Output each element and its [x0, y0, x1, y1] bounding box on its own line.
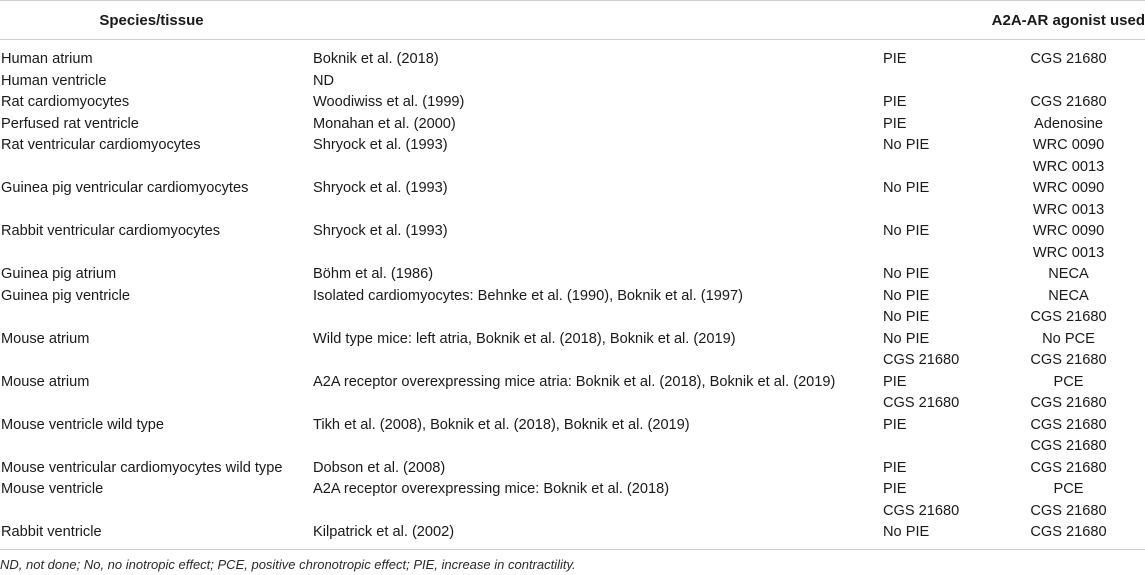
cell-reference: Shryock et al. (1993)	[313, 180, 448, 196]
cell-reference: Böhm et al. (1986)	[313, 266, 434, 282]
table-header	[0, 1, 1145, 40]
table-row	[0, 458, 1145, 480]
cell-effect	[882, 71, 984, 93]
table-footnote: ND, not done; No, no inotropic effect; PCE, positive chronotropic effect; PIE, increase in contractility.	[0, 557, 576, 572]
cell-species-tissue: Mouse ventricle wild type	[1, 416, 165, 433]
cell-agonist: NECA	[1048, 266, 1089, 282]
cell-agonist: CGS 21680	[1030, 416, 1107, 433]
table-row	[0, 393, 1145, 415]
cell-species-tissue: Guinea pig ventricular cardiomyocytes	[1, 180, 249, 196]
table-row	[0, 479, 1145, 501]
cell-species-tissue	[0, 350, 303, 372]
header-effect	[882, 1, 984, 40]
cell-agonist: CGS 21680	[1030, 51, 1107, 67]
cell-species-tissue	[0, 393, 303, 415]
cell-species-tissue	[0, 436, 303, 458]
cell-reference	[303, 393, 882, 415]
cell-reference: Wild type mice: left atria, Boknik et al. (2018), Boknik et al. (2019)	[313, 330, 736, 347]
cell-agonist: PCE	[1053, 481, 1084, 497]
cell-species-tissue: Mouse ventricular cardiomyocytes wild type	[1, 459, 283, 476]
cell-species-tissue: Guinea pig ventricle	[1, 287, 130, 304]
bottom-rule	[0, 549, 1145, 550]
cell-agonist: WRC 0013	[1032, 158, 1105, 175]
cell-agonist: CGS 21680	[1030, 459, 1107, 476]
cell-agonist: CGS 21680	[1030, 352, 1107, 368]
cell-effect: CGS 21680	[883, 502, 960, 519]
cell-effect: PIE	[883, 115, 907, 132]
cell-reference: Shryock et al. (1993)	[313, 223, 448, 239]
cell-species-tissue	[0, 307, 303, 329]
table-row	[0, 92, 1145, 114]
cell-agonist: WRC 0090	[1032, 137, 1105, 153]
cell-reference	[303, 243, 882, 265]
cell-reference	[303, 501, 882, 523]
cell-agonist	[984, 71, 1145, 93]
table-row	[0, 436, 1145, 458]
cell-species-tissue: Mouse atrium	[1, 330, 90, 347]
header-row	[0, 1, 1145, 40]
table-row	[0, 114, 1145, 136]
cell-reference	[303, 200, 882, 222]
cell-effect: No PIE	[883, 180, 930, 196]
cell-agonist: WRC 0090	[1032, 180, 1105, 196]
cell-reference: Woodiwiss et al. (1999)	[313, 94, 465, 110]
table-row	[0, 221, 1145, 243]
table-row	[0, 350, 1145, 372]
cell-reference: Boknik et al. (2018)	[313, 51, 439, 67]
table-row	[0, 286, 1145, 308]
header-reference	[303, 1, 882, 40]
cell-effect	[882, 436, 984, 458]
table-body	[0, 40, 1145, 544]
cell-effect: PIE	[883, 481, 907, 497]
cell-agonist: CGS 21680	[1030, 309, 1107, 325]
cell-reference	[303, 157, 882, 179]
cell-effect	[882, 200, 984, 222]
cell-species-tissue	[0, 200, 303, 222]
cell-species-tissue: Human atrium	[1, 51, 93, 67]
table-row	[0, 329, 1145, 351]
cell-species-tissue: Mouse ventricle	[1, 481, 104, 497]
table-row	[0, 135, 1145, 157]
cell-species-tissue: Rat cardiomyocytes	[1, 94, 130, 110]
table-row	[0, 243, 1145, 265]
table-row	[0, 40, 1145, 71]
cell-effect: No PIE	[883, 266, 930, 282]
cell-reference: A2A receptor overexpressing mice: Boknik et al. (2018)	[313, 481, 670, 497]
cell-species-tissue: Human ventricle	[1, 72, 107, 89]
cell-effect: CGS 21680	[883, 395, 960, 411]
cell-reference	[303, 350, 882, 372]
cell-effect	[882, 243, 984, 265]
cell-agonist: CGS 21680	[1030, 94, 1107, 110]
table-row	[0, 372, 1145, 394]
cell-effect: CGS 21680	[883, 352, 960, 368]
cell-species-tissue	[0, 157, 303, 179]
cell-reference	[303, 436, 882, 458]
table-row	[0, 307, 1145, 329]
table-row	[0, 157, 1145, 179]
cell-effect: No PIE	[883, 330, 930, 347]
cell-agonist: CGS 21680	[1030, 395, 1107, 411]
cell-agonist: No PCE	[1042, 330, 1095, 347]
cell-agonist: WRC 0090	[1032, 223, 1105, 239]
cell-effect: PIE	[883, 459, 907, 476]
cell-species-tissue: Mouse atrium	[1, 373, 90, 390]
cell-agonist: PCE	[1053, 373, 1084, 390]
cell-reference: Tikh et al. (2008), Boknik et al. (2018), Boknik et al. (2019)	[313, 416, 690, 433]
cell-reference: A2A receptor overexpressing mice atria: Boknik et al. (2018), Boknik et al. (2019)	[313, 373, 836, 390]
cell-reference: Monahan et al. (2000)	[313, 115, 456, 132]
table-row	[0, 415, 1145, 437]
cell-species-tissue: Perfused rat ventricle	[1, 115, 139, 132]
cell-effect: PIE	[883, 94, 907, 110]
cell-effect: PIE	[883, 373, 907, 390]
cell-species-tissue	[0, 501, 303, 523]
cell-species-tissue: Guinea pig atrium	[1, 266, 117, 282]
cell-agonist: CGS 21680	[1030, 438, 1107, 454]
table-row	[0, 178, 1145, 200]
cell-reference: Isolated cardiomyocytes: Behnke et al. (1990), Boknik et al. (1997)	[313, 287, 743, 304]
cell-effect: No PIE	[883, 287, 930, 304]
cell-species-tissue: Rabbit ventricular cardiomyocytes	[1, 223, 220, 239]
cell-agonist: Adenosine	[1034, 115, 1103, 132]
table-row	[0, 71, 1145, 93]
cell-species-tissue: Rabbit ventricle	[1, 524, 102, 540]
cell-reference	[303, 307, 882, 329]
cell-effect: PIE	[883, 416, 907, 433]
cell-species-tissue: Rat ventricular cardiomyocytes	[1, 137, 201, 153]
header-agonist: A2A-AR agonist used	[984, 1, 1145, 40]
table-row	[0, 501, 1145, 523]
cell-effect	[882, 157, 984, 179]
cell-agonist: NECA	[1048, 287, 1089, 304]
cell-effect: No PIE	[883, 223, 930, 239]
table-row	[0, 264, 1145, 286]
cell-agonist: WRC 0013	[1032, 244, 1105, 261]
cell-effect: No PIE	[883, 137, 930, 153]
cell-effect: PIE	[883, 51, 907, 67]
cell-species-tissue	[0, 243, 303, 265]
cell-reference: Kilpatrick et al. (2002)	[313, 524, 455, 540]
header-species-tissue: Species/tissue	[0, 1, 303, 40]
cell-agonist: CGS 21680	[1030, 524, 1107, 540]
cell-effect: No PIE	[883, 309, 930, 325]
table-row	[0, 200, 1145, 222]
cell-agonist: WRC 0013	[1032, 201, 1105, 218]
cell-reference: ND	[313, 72, 335, 89]
cell-reference: Shryock et al. (1993)	[313, 137, 448, 153]
cell-effect: No PIE	[883, 524, 930, 540]
cell-reference: Dobson et al. (2008)	[313, 459, 446, 476]
table-row	[0, 522, 1145, 544]
cell-agonist: CGS 21680	[1030, 502, 1107, 519]
